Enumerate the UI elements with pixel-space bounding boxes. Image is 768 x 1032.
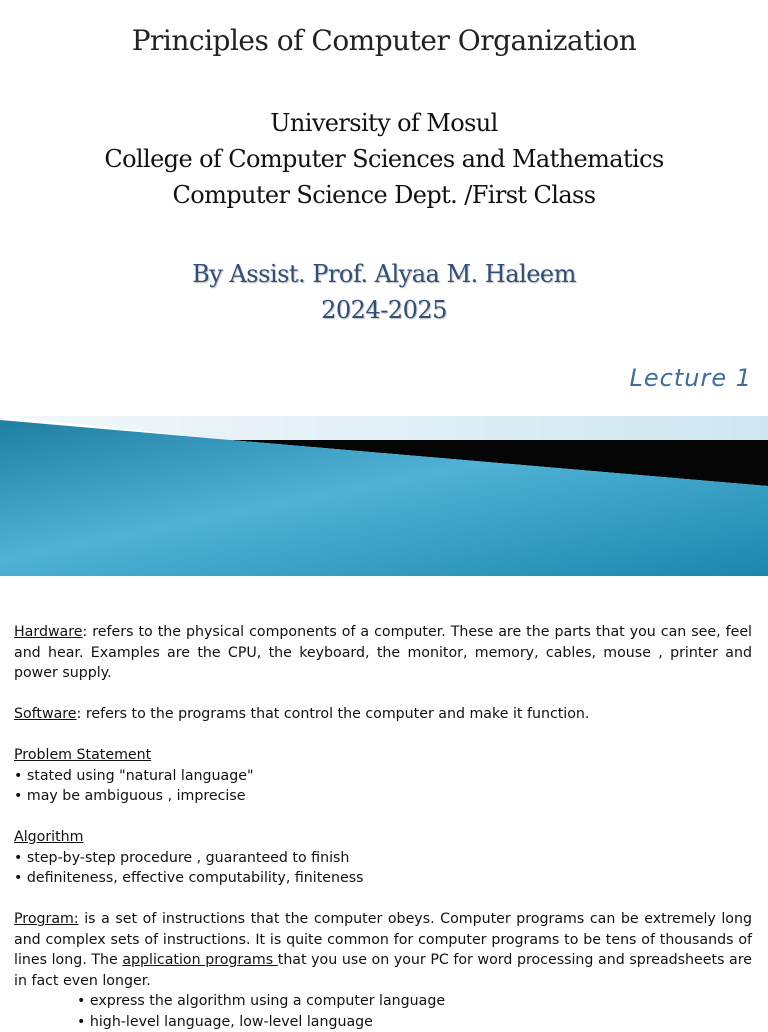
- list-item: • definiteness, effective computability, finiteness: [14, 868, 752, 889]
- lecture-label: Lecture 1: [630, 364, 752, 392]
- hardware-text: : refers to the physical components of a computer. These are the parts that you can see, feel and hear. Examples are the CPU, the keyboard, the monitor, memory, cables, mouse , printer and power supply.: [14, 624, 752, 681]
- software-term: Software: [14, 706, 77, 722]
- university-name: University of Mosul: [0, 105, 768, 141]
- software-text: : refers to the programs that control the computer and make it function.: [77, 706, 590, 722]
- list-item: • express the algorithm using a computer language: [14, 991, 752, 1012]
- author-name: By Assist. Prof. Alyaa M. Haleem: [0, 256, 768, 292]
- program-paragraph: [14, 909, 752, 991]
- list-item: • step-by-step procedure , guaranteed to finish: [14, 848, 752, 869]
- list-item: • stated using "natural language": [14, 766, 752, 787]
- decorative-ribbon: [0, 416, 768, 576]
- program-text-2: that you use on your PC for word processing and spreadsheets are in fact even longer.: [14, 952, 752, 989]
- hardware-paragraph: [14, 622, 752, 684]
- list-item: • high-level language, low-level language: [14, 1012, 752, 1032]
- problem-statement-heading: Problem Statement: [14, 745, 752, 766]
- department-name: Computer Science Dept. /First Class: [0, 177, 768, 213]
- author-block: [0, 256, 768, 328]
- program-text-1: is a set of instructions that the computer obeys. Computer programs can be extremely long and complex sets of instructions. It is quite common for computer programs to be tens of thousands of lines long. The: [14, 911, 752, 968]
- lecture-notes: [14, 622, 752, 1032]
- hardware-term: Hardware: [14, 624, 83, 640]
- academic-year: 2024-2025: [0, 292, 768, 328]
- institution-block: [0, 105, 768, 213]
- software-paragraph: [14, 704, 752, 725]
- list-item: • may be ambiguous , imprecise: [14, 786, 752, 807]
- program-term: Program:: [14, 911, 79, 927]
- slide-title: Principles of Computer Organization: [0, 24, 768, 57]
- college-name: College of Computer Sciences and Mathematics: [0, 141, 768, 177]
- algorithm-heading: Algorithm: [14, 827, 752, 848]
- application-programs-term: application programs: [122, 952, 277, 968]
